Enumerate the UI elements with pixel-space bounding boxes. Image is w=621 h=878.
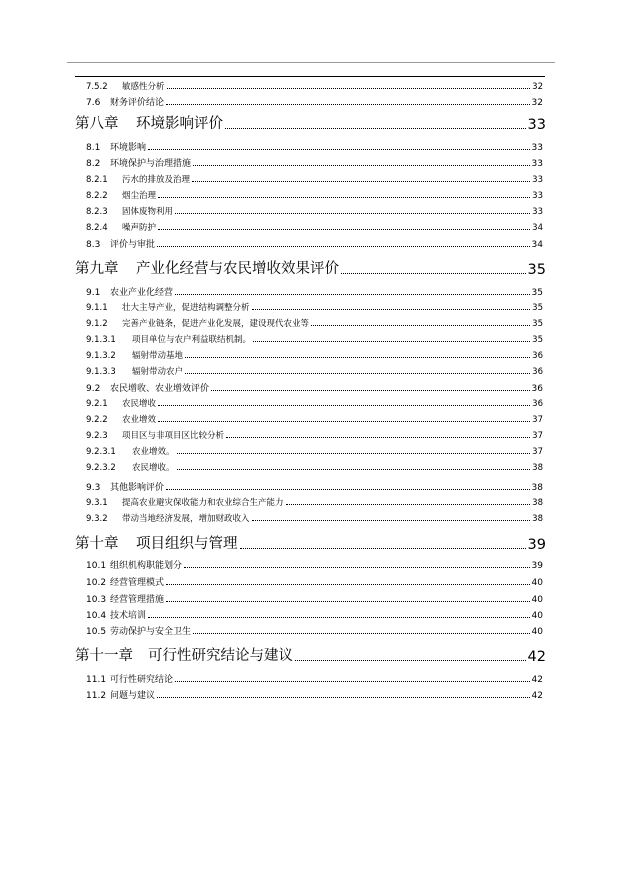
toc-entry[interactable] [86,429,543,441]
toc-entry-page: 40 [531,578,543,588]
toc-entry-number: 11.1 [86,675,107,685]
toc-entry[interactable] [75,644,546,665]
toc-entry[interactable] [86,496,543,508]
toc-entry-page: 40 [531,595,543,605]
toc-entry-number: 第九章 [75,261,119,277]
toc-entry-title: 技术培训 [110,611,147,621]
toc-entry[interactable] [86,461,543,473]
toc-entry-title: 财务评价结论 [110,98,165,108]
toc-entry-number: 9.1.2 [86,319,108,329]
toc-dot-leader [157,246,530,247]
toc-entry[interactable] [86,624,543,637]
toc-dot-leader [226,437,530,438]
toc-entry-number: 9.2 [86,384,101,394]
toc-entry-page: 35 [532,335,543,345]
toc-dot-leader [177,453,531,454]
toc-entry-page: 40 [531,627,543,637]
toc-dot-leader [252,309,531,310]
toc-entry-page: 33 [532,207,543,217]
toc-entry-title: 壮大主导产业，促进结构调整分析 [122,303,250,313]
toc-entry[interactable] [86,558,543,571]
toc-entry-number: 9.1.3.1 [86,335,116,345]
toc-dot-leader [240,548,526,549]
toc-entry-title: 项目区与非项目区比较分析 [122,431,225,441]
toc-dot-leader [225,128,526,129]
toc-entry-number: 9.1.3.2 [86,351,116,361]
page-header-rule [67,62,555,63]
toc-entry-title: 经营管理措施 [110,595,165,605]
toc-entry[interactable] [86,140,543,153]
toc-entry-number: 9.2.3.2 [86,463,116,473]
toc-entry-number: 8.2.1 [86,175,108,185]
toc-entry-page: 33 [531,159,543,169]
toc-entry-title: 项目单位与农户利益联结机制。 [132,335,252,345]
toc-entry-title: 固体废物利用 [122,207,174,217]
toc-entry-page: 33 [527,117,546,133]
toc-entry-title: 劳动保护与安全卫生 [110,627,192,637]
toc-entry-page: 36 [532,399,543,409]
toc-dot-leader [166,601,529,602]
toc-entry-title: 农业增效。 [132,447,175,457]
toc-entry-number: 9.2.3.1 [86,447,116,457]
toc-dot-leader [211,390,530,391]
toc-entry-title: 其他影响评价 [110,483,165,493]
toc-entry-title: 环境保护与治理措施 [110,159,192,169]
toc-entry-number: 9.2.1 [86,399,108,409]
toc-entry-title: 评价与审批 [110,240,156,250]
toc-entry-number: 7.5.2 [86,82,108,92]
toc-dot-leader [158,197,530,198]
toc-entry-title: 环境影响评价 [136,116,223,132]
toc-dot-leader [192,181,530,182]
toc-dot-leader [158,405,530,406]
toc-entry[interactable] [75,532,546,553]
toc-entry-number: 9.1.1 [86,303,108,313]
toc-entry[interactable] [86,317,543,329]
toc-entry-page: 38 [532,463,543,473]
toc-entry-title: 可行性研究结论与建议 [148,648,293,664]
toc-entry-title: 带动当地经济发展，增加财政收入 [122,514,250,524]
toc-entry-title: 农民增收。 [132,463,175,473]
toc-entry-page: 35 [531,288,543,298]
toc-dot-leader [184,567,529,568]
toc-entry[interactable] [75,257,546,278]
toc-dot-leader [252,520,531,521]
toc-entry-page: 42 [527,649,546,665]
toc-entry-number: 7.6 [86,98,101,108]
toc-entry-page: 38 [532,514,543,524]
toc-entry-page: 33 [532,191,543,201]
toc-entry[interactable] [86,672,543,685]
toc-entry-page: 39 [527,537,546,553]
toc-entry-page: 33 [531,143,543,153]
toc-entry[interactable] [86,156,543,169]
toc-entry-page: 32 [531,98,543,108]
toc-entry-number: 10.5 [86,627,107,637]
toc-entry-number: 9.1 [86,288,101,298]
toc-entry-number: 10.3 [86,595,107,605]
toc-entry-title: 烟尘治理 [122,191,157,201]
toc-dot-leader [177,469,531,470]
toc-dot-leader [193,165,530,166]
toc-dot-leader [166,584,529,585]
toc-entry[interactable] [86,445,543,457]
toc-entry-title: 提高农业避灾保收能力和农业综合生产能力 [122,498,284,508]
toc-entry[interactable] [86,301,543,313]
toc-entry[interactable] [75,112,546,133]
toc-entry-page: 37 [532,431,543,441]
toc-entry-number: 10.4 [86,611,107,621]
toc-entry-number: 第十章 [75,536,119,552]
toc-entry-number: 第八章 [75,116,119,132]
toc-dot-leader [286,504,531,505]
toc-dot-leader [148,617,529,618]
toc-top-rule [75,76,545,77]
toc-dot-leader [158,229,530,230]
toc-entry-number: 9.2.3 [86,431,108,441]
toc-entry[interactable] [86,592,543,605]
toc-dot-leader [311,325,530,326]
toc-entry-number: 8.3 [86,240,101,250]
toc-entry-number: 10.1 [86,561,107,571]
toc-entry[interactable] [86,221,543,233]
toc-entry-number: 9.2.2 [86,415,108,425]
toc-dot-leader [185,357,530,358]
toc-dot-leader [158,421,530,422]
toc-entry-title: 产业化经营与农民增收效果评价 [136,261,339,277]
toc-dot-leader [148,149,530,150]
toc-entry-number: 第十一章 [75,648,133,664]
toc-entry-page: 34 [532,223,543,233]
toc-dot-leader [157,697,529,698]
toc-entry-number: 9.3.2 [86,514,108,524]
toc-entry-title: 完善产业链条，促进产业化发展，建设现代农业等 [122,319,310,329]
toc-entry-page: 39 [531,561,543,571]
toc-entry-page: 40 [531,611,543,621]
toc-entry-page: 36 [531,384,543,394]
toc-dot-leader [295,660,526,661]
toc-dot-leader [166,489,530,490]
toc-entry-number: 10.2 [86,578,107,588]
toc-entry-page: 35 [532,303,543,313]
toc-dot-leader [175,681,529,682]
toc-entry-page: 42 [531,675,543,685]
toc-entry-number: 9.3 [86,483,101,493]
toc-entry[interactable] [86,397,543,409]
toc-entry-title: 农民增收 [122,399,157,409]
toc-entry-title: 敏感性分析 [122,82,165,92]
toc-entry-page: 37 [532,447,543,457]
toc-entry-number: 8.2.2 [86,191,108,201]
toc-entry[interactable] [86,205,543,217]
toc-entry[interactable] [86,349,543,361]
toc-entry[interactable] [86,381,543,394]
toc-dot-leader [185,373,530,374]
toc-entry-number: 8.2.3 [86,207,108,217]
toc-entry[interactable] [86,512,543,524]
toc-entry-title: 经营管理模式 [110,578,165,588]
toc-entry-page: 36 [532,351,543,361]
toc-entry-number: 9.1.3.3 [86,367,116,377]
toc-dot-leader [167,88,531,89]
toc-entry[interactable] [86,80,543,92]
toc-entry[interactable] [86,173,543,185]
toc-entry[interactable] [86,189,543,201]
toc-dot-leader [193,633,529,634]
toc-entry-title: 农业产业化经营 [110,288,174,298]
toc-entry[interactable] [86,688,543,701]
toc-entry-title: 农业增效 [122,415,157,425]
toc-dot-leader [166,104,530,105]
toc-entry-page: 33 [532,175,543,185]
toc-entry-number: 9.3.1 [86,498,108,508]
toc-entry-title: 项目组织与管理 [136,536,238,552]
toc-entry-page: 35 [532,319,543,329]
toc-entry[interactable] [86,480,543,493]
toc-entry-number: 8.1 [86,143,101,153]
toc-entry-page: 37 [532,415,543,425]
toc-dot-leader [175,213,530,214]
toc-entry-number: 11.2 [86,691,107,701]
toc-entry[interactable] [86,365,543,377]
toc-entry[interactable] [86,333,543,345]
toc-entry-page: 36 [532,367,543,377]
toc-entry-page: 35 [527,262,546,278]
toc-dot-leader [175,294,530,295]
toc-entry-title: 污水的排放及治理 [122,175,191,185]
toc-entry-title: 辐射带动基地 [132,351,184,361]
toc-entry-title: 环境影响 [110,143,147,153]
toc-dot-leader [341,273,526,274]
toc-entry-title: 辐射带动农户 [132,367,184,377]
toc-entry[interactable] [86,237,543,250]
toc-entry-page: 38 [531,483,543,493]
toc-entry-title: 农民增收、农业增效评价 [110,384,210,394]
toc-entry-page: 32 [532,82,543,92]
toc-entry-page: 38 [532,498,543,508]
toc-entry-page: 34 [531,240,543,250]
toc-entry-number: 8.2 [86,159,101,169]
toc-entry-title: 组织机构职能划分 [110,561,183,571]
toc-entry[interactable] [86,413,543,425]
toc-entry-number: 8.2.4 [86,223,108,233]
toc-entry[interactable] [86,575,543,588]
toc-entry-title: 可行性研究结论 [110,675,174,685]
toc-entry-title: 噪声防护 [122,223,157,233]
toc-entry[interactable] [86,285,543,298]
toc-entry-page: 42 [531,691,543,701]
toc-entry[interactable] [86,95,543,108]
toc-dot-leader [253,341,530,342]
toc-entry[interactable] [86,608,543,621]
toc-entry-title: 问题与建议 [110,691,156,701]
